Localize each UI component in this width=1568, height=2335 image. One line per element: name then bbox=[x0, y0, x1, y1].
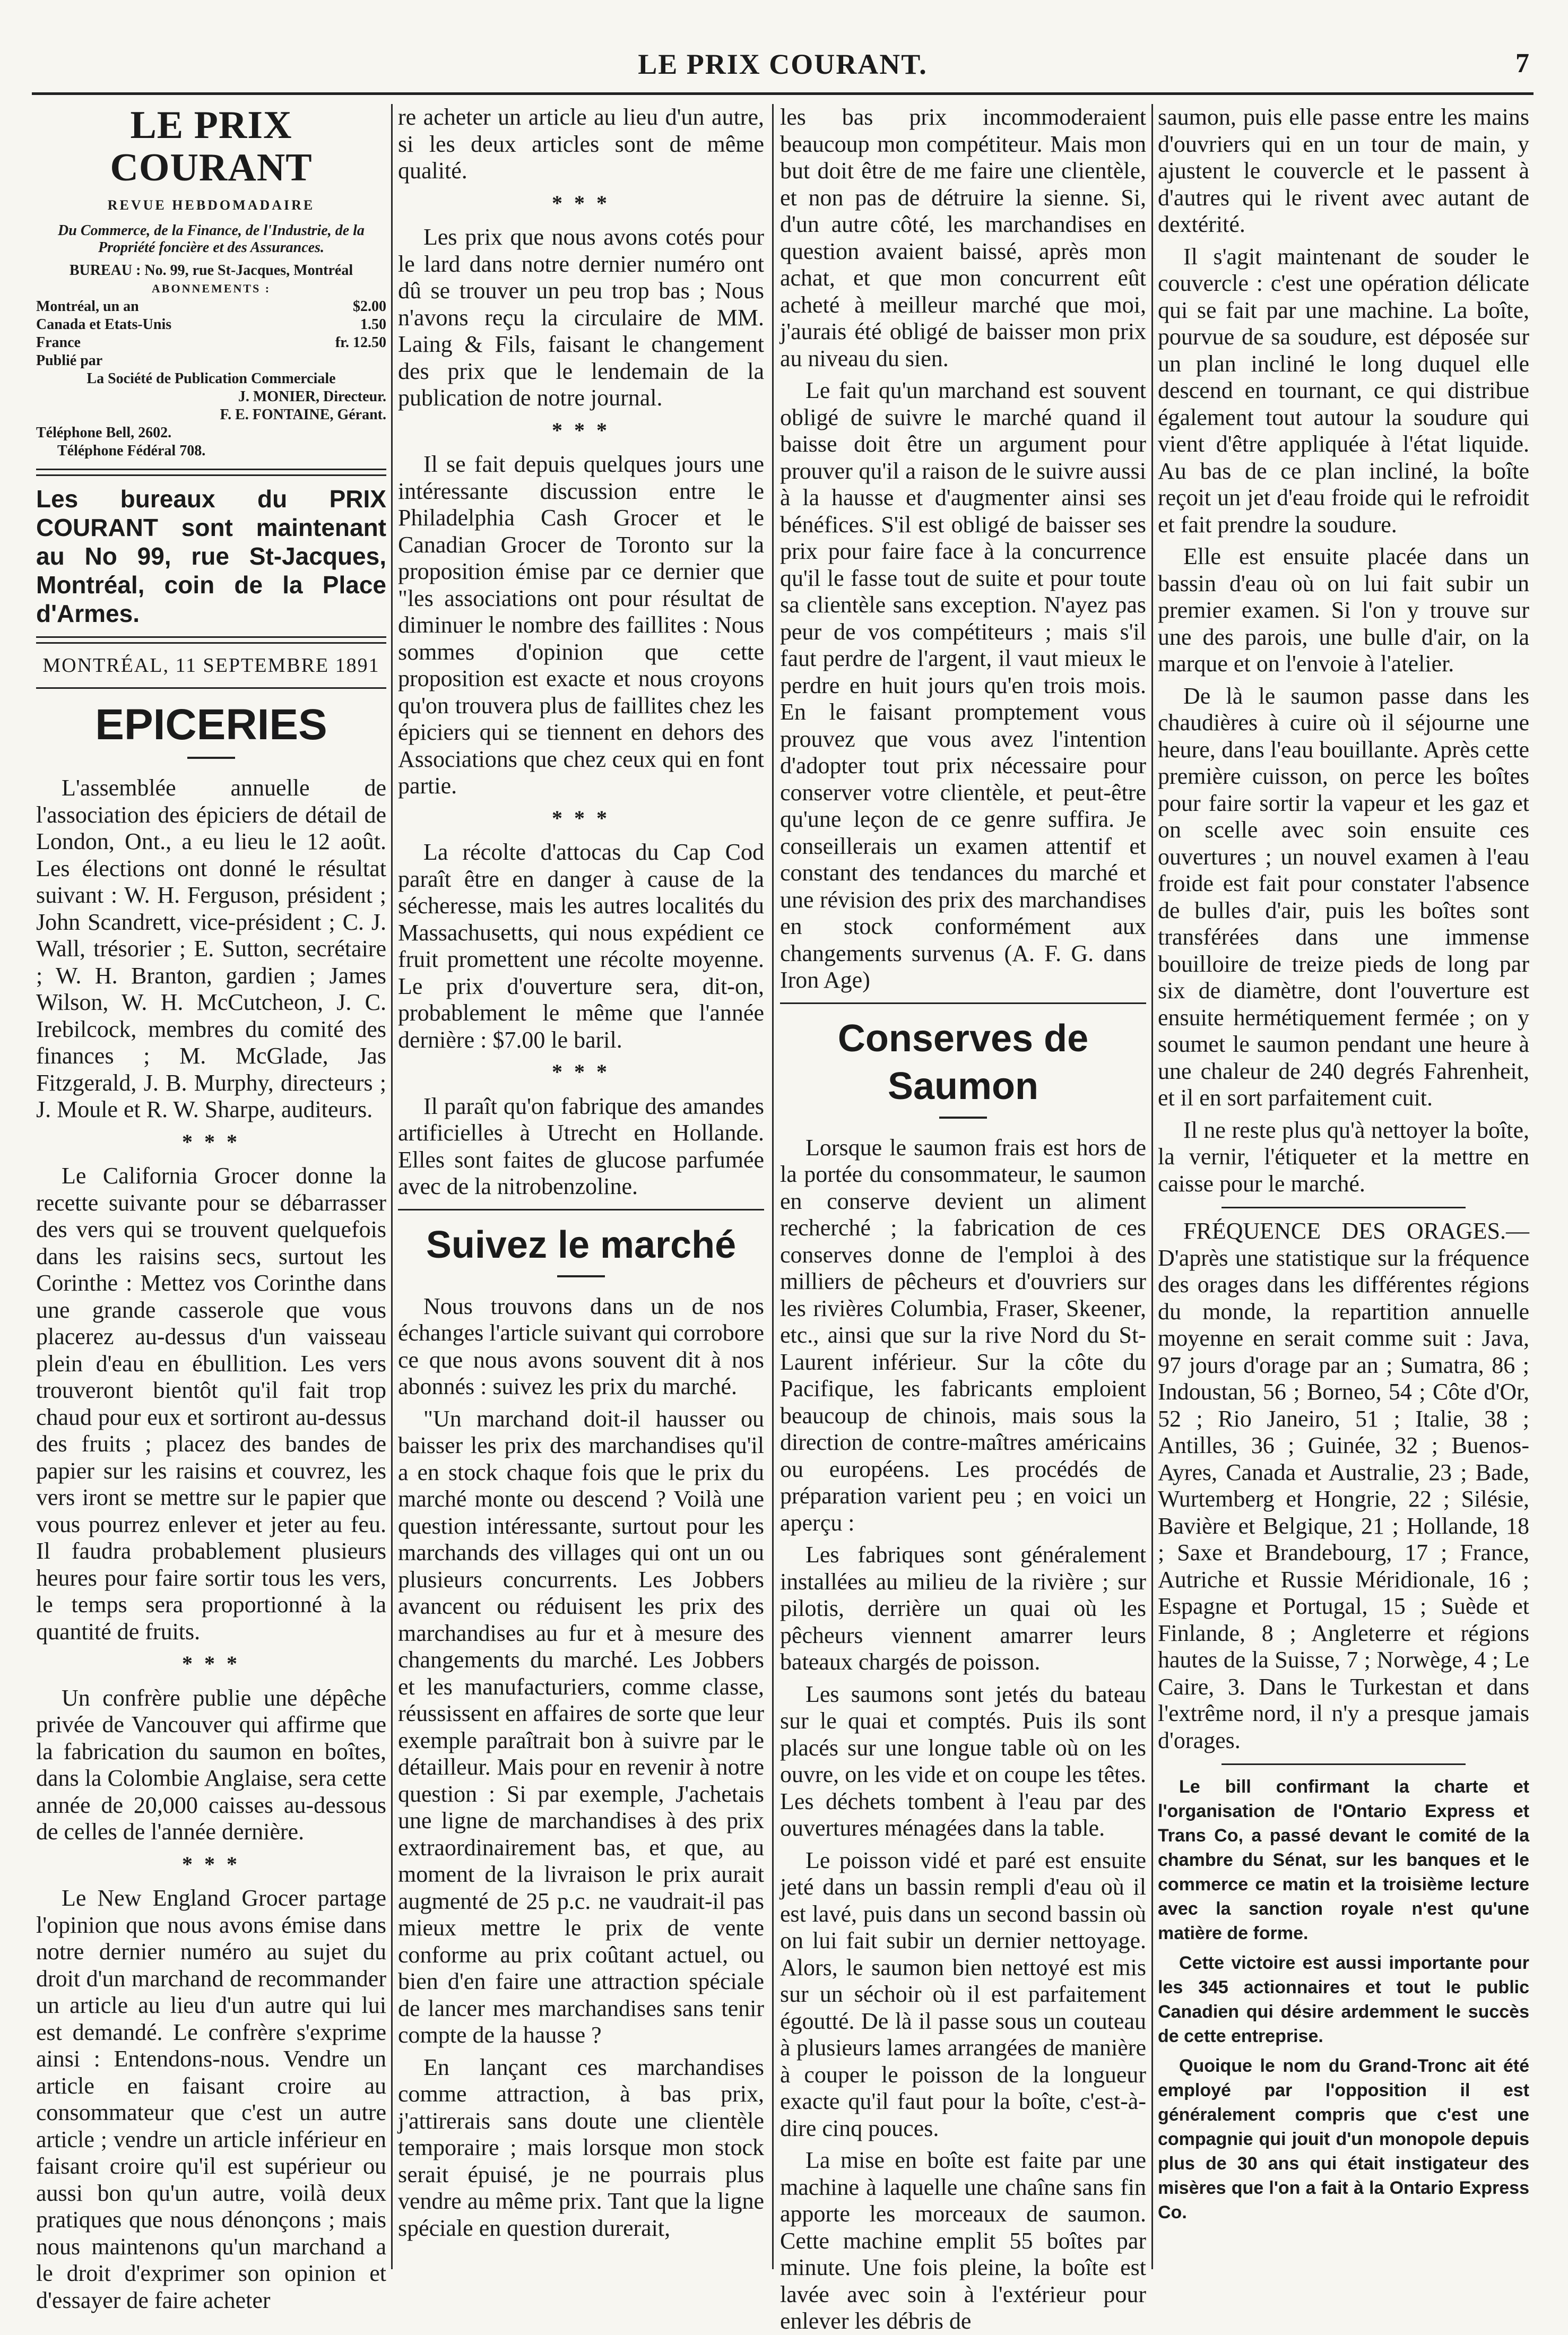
masthead-name: LE PRIX COURANT bbox=[110, 103, 313, 189]
title-dash bbox=[187, 757, 235, 759]
publisher: La Société de Publication Commerciale bbox=[86, 370, 336, 387]
paragraph: Il se fait depuis quelques jours une intéressante discussion entre le Philadelphia Cash Grocer et le Canadian Grocer de Toronto sur la proposition émise par ce dernier que "les associations ont pour résultat de diminuer le nombre des faillites : Nous sommes d'opinion que cette proposition est exacte et nous croyons qu'on trouvera plus de faillites chez les épiciers qui se tiennent en dehors des Associations que chez ceux qui en font partie. bbox=[398, 451, 764, 799]
masthead-office: BUREAU : No. 99, rue St-Jacques, Montréal bbox=[69, 262, 353, 279]
paragraph: Cette victoire est aussi importante pour les 345 actionnaires et tout le public Canadien qui désire ardemment le succès de cette entreprise. bbox=[1158, 1953, 1529, 2046]
paragraph: Le California Grocer donne la recette suivante pour se débarrasser des vers qui se trouvent quelquefois dans les raisins secs, surtout les Corinthe : Mettez vos Corinthe dans une grande casserole que vous placerez au-dessus d'un vaisseau plein d'eau en ébullition. Les vers trouveront bientôt qu'il fait trop chaud pour eux et sortiront au-dessus des fruits ; placez des bandes de papier sur les raisins et couvrez, les vers iront se mettre sur le papier que vous pourrez enlever et jeter au feu. Il faudra probablement plusieurs heures pour faire sortir tous les vers, le temps sera proportionné à la quantité de fruits. bbox=[36, 1163, 386, 1645]
paragraph: "Un marchand doit-il hausser ou baisser les prix des marchandises qu'il a en stock chaque fois que le prix du marché monte ou descend ? Voilà une question intéressante, surtout pour les marchands des villages qui ont un ou plusieurs concurrents. Les Jobbers avancent ou réduisent les prix des marchandises au fur et à mesure des changements du marché. Les Jobbers et les manufacturiers, comme classe, réussissent en affaires de sorte que leur exemple paraîtrait bon à suivre par le détailleur. Mais pour en revenir à notre question : Si par exemple, J'achetais une ligne de marchandises à des prix extraordinairement bas, et que, au moment de la livraison le prix aurait augmenté de 25 p.c. ne vaudrait-il pas mieux mettre le prix de vente conforme au prix coûtant actuel, ou bien d'en faire une attraction spéciale de lancer mes marchandises sans tenir compte de la hausse ? bbox=[398, 1405, 764, 2048]
section-stars: * * * bbox=[182, 1651, 240, 1675]
paragraph: Le New England Grocer partage l'opinion que nous avons émise dans notre dernier numéro au sujet du droit d'un marchand de recommander un article au lieu d'un autre qui lui est demandé. Le confrère s'exprime ainsi : Entendons-nous. Vendre un article en faisant croire au consommateur que c'est un autre article ; vendre un article inférieur en faisant croire qu'il est supérieur ou aussi bon qu'un autre, voilà deux pratiques que nous dénonçons ; mais nous maintenons qu'un marchand a le droit d'exprimer son opinion et d'essayer de faire acheter bbox=[36, 1885, 386, 2313]
page-header bbox=[32, 45, 1534, 95]
section-title-suivez-le-marche: Suivez le marché bbox=[426, 1223, 737, 1266]
published-by-label: Publié par bbox=[36, 352, 103, 369]
paragraph: saumon, puis elle passe entre les mains d'ouvriers qui en un tour de main, y ajustent le couvercle et le passent à d'autres qui le rivent avec autant de dextérité. bbox=[1158, 104, 1529, 237]
phone-bell: Téléphone Bell, 2602. bbox=[36, 424, 172, 441]
paragraph: Les prix que nous avons cotés pour le lard dans notre dernier numéro ont dû se trouver un peu trop bas ; Nous n'avons reçu la circulaire de MM. Laing & Fils, faisant le changement des prix que le lendemain de la publication de notre journal. bbox=[398, 224, 764, 411]
paragraph: La mise en boîte est faite par une machine à laquelle une chaîne sans fin apporte les morceaux de saumon. Cette machine emplit 55 boîtes par minute. Une fois pleine, la boîte est lavée avec soin à l'extérieur pour enlever les débris de bbox=[780, 2147, 1146, 2334]
paragraph: les bas prix incommoderaient beaucoup mon compétiteur. Mais mon but doit être de me faire une clientèle, et non pas de détruire la sienne. Si, d'un autre côté, les marchandises en question avaient baissé, après mon achat, et que mon concurrent eût acheté à meilleur marché que moi, j'aurais été obligé de baisser mon prix au niveau du sien. bbox=[780, 104, 1146, 371]
dateline: MONTRÉAL, 11 SEPTEMBRE 1891 bbox=[42, 654, 380, 677]
section-stars: * * * bbox=[552, 191, 610, 215]
orages-text: —D'après une statistique sur la fréquence des orages dans les différentes régions du monde, la repartition annuelle moyenne en serait comme suit : Java, 97 jours d'orage par an ; Sumatra, 86 ; Indoustan, 56 ; Borneo, 54 ; Côte d'Or, 52 ; Rio Janeiro, 51 ; Italie, 38 ; Antilles, 36 ; Guinée, 32 ; Buenos-Ayres, Canada et Australie, 23 ; Bade, Wurtemberg et Hongrie, 22 ; Silésie, Bavière et Belgique, 21 ; Hollande, 18 ; Saxe et Brandebourg, 17 ; France, Autriche et Russie Méridionale, 16 ; Espagne et Portugal, 15 ; Suède et Finlande, 8 ; Angleterre et régions hautes de la Suisse, 7 ; Norwège, 4 ; Le Caire, 3. Dans le Turkestan et dans l'extrême nord, il n'y a presque jamais d'orages. bbox=[1158, 1218, 1529, 1753]
price-row: France fr. 12.50 bbox=[36, 334, 386, 351]
paragraph: En lançant ces marchandises comme attraction, à bas prix, j'attirerais sans doute une clientèle temporaire ; mais lorsque mon stock serait épuisé, je ne pourrais plus vendre au même prix. Tant que la ligne spéciale en question durerait, bbox=[398, 2054, 764, 2241]
divider bbox=[780, 1002, 1146, 1004]
paragraph: Il s'agit maintenant de souder le couvercle : c'est une opération délicate qui se fait par une machine. La boîte, pourvue de sa soudure, est déposée sur un plan incliné le long duquel elle descend en tournant, ce qui distribue également tout autour la soudure qui vient d'être appliquée à l'état liquide. Au bas de ce plan incliné, la boîte reçoit un jet d'eau froide qui le refroidit et fait prendre la soudure. bbox=[1158, 243, 1529, 538]
divider bbox=[398, 1209, 764, 1210]
paragraph: Il ne reste plus qu'à nettoyer la boîte, la vernir, l'étiqueter et la mettre en caisse pour le marché. bbox=[1158, 1117, 1529, 1197]
section-stars: * * * bbox=[182, 1852, 240, 1876]
paragraph: Le poisson vidé et paré est ensuite jeté dans un bassin rempli d'eau où il est lavé, puis dans un second bassin où on lui fait subir un dernier nettoyage. Alors, le saumon bien nettoyé est mis sur un séchoir où il est parfaitement égoutté. De là il passe sous un couteau à plusieurs lames arrangées de manière à couper le poisson de la longueur exacte qu'il faut pour la boîte, c'est-à-dire cinq pouces. bbox=[780, 1847, 1146, 2141]
paragraph: Lorsque le saumon frais est hors de la portée du consommateur, le saumon en conserve devient un aliment recherché ; la fabrication de ces conserves donne de l'emploi à des milliers de pêcheurs et d'ouvriers sur les rivières Columbia, Fraser, Skeener, etc., ainsi que sur la rive Nord du St-Laurent inférieur. Sur la côte du Pacifique, les fabricants emploient beaucoup de chinois, mais sous la direction de contre-maîtres américains ou européens. Les procédés de préparation varient peu ; en voici un aperçu : bbox=[780, 1134, 1146, 1536]
paragraph: La récolte d'attocas du Cap Cod paraît être en danger à cause de la sécheresse, mais les autres localités du Massachusetts, qui nous expédient ce fruit promettent une récolte moyenne. Le prix d'ouverture sera, dit-on, probablement le même que l'année dernière : $7.00 le baril. bbox=[398, 839, 764, 1053]
paragraph: Nous trouvons dans un de nos échanges l'article suivant qui corrobore ce que nous avons souvent dit à nos abonnés : suivez les prix du marché. bbox=[398, 1293, 764, 1399]
director: J. MONIER, Directeur. bbox=[238, 388, 386, 405]
masthead-tagline: Du Commerce, de la Finance, de l'Industrie, de la Propriété foncière et des Assurances. bbox=[58, 222, 365, 256]
section-stars: * * * bbox=[182, 1129, 240, 1154]
paragraph: Un confrère publie une dépêche privée de Vancouver qui affirme que la fabrication du saumon en boîtes, dans la Colombie Anglaise, sera cette année de 20,000 caisses au-dessous de celles de l'année dernière. bbox=[36, 1684, 386, 1845]
column-3 bbox=[780, 104, 1146, 2334]
phone-federal: Téléphone Fédéral 708. bbox=[57, 442, 206, 459]
divider bbox=[36, 469, 386, 476]
subscriptions-label: ABONNEMENTS : bbox=[151, 281, 271, 295]
column-rule bbox=[391, 104, 393, 2269]
divider bbox=[36, 636, 386, 644]
section-stars: * * * bbox=[552, 1060, 610, 1084]
paragraph-orages bbox=[1158, 1218, 1529, 1754]
office-notice: Les bureaux du PRIX COURANT sont maintenant au No 99, rue St-Jacques, Montréal, coin de la Place d'Armes. bbox=[36, 485, 386, 627]
column-2 bbox=[398, 104, 764, 2269]
title-dash bbox=[557, 1275, 605, 1277]
price-row: Montréal, un an $2.00 bbox=[36, 298, 386, 315]
paragraph: Le bill confirmant la charte et l'organisation de l'Ontario Express et Trans Co, a passé devant le comité de la chambre du Sénat, sur les banques et le commerce ce matin et la troisième lecture avec la sanction royale n'est qu'une matière de forme. bbox=[1158, 1777, 1529, 1943]
page-number: 7 bbox=[1515, 48, 1529, 79]
section-title-epiceries: EPICERIES bbox=[95, 700, 327, 749]
column-4 bbox=[1158, 104, 1529, 2269]
section-stars: * * * bbox=[552, 806, 610, 830]
paragraph: De là le saumon passe dans les chaudières à cuire où il séjourne une heure, dans l'eau bouillante. Après cette première cuisson, on perce les boîtes pour faire sortir la vapeur et les gaz et on scelle avec soin ensuite ces ouvertures ; un nouvel examen à l'eau froide est fait pour constater l'absence de bulles d'air, puis les boîtes sont transférées dans une immense bouilloire de treize pieds de long par six de diamètre, dont l'ouverture est ensuite hermétiquement fermée ; on y soumet le saumon pendant une heure à une chaleur de 240 degrés Fahrenheit, et il en sort parfaitement cuit. bbox=[1158, 682, 1529, 1111]
divider bbox=[1222, 1207, 1466, 1208]
paragraph: Quoique le nom du Grand-Tronc ait été employé par l'opposition il est généralement compris que c'est une compagnie qui jouit d'un monopole depuis plus de 30 ans qui était instigateur des misères que l'on a fait à la Ontario Express Co. bbox=[1158, 2056, 1529, 2222]
masthead-subtitle: REVUE HEBDOMADAIRE bbox=[107, 197, 315, 213]
divider bbox=[36, 687, 386, 689]
divider bbox=[1222, 1763, 1466, 1765]
column-rule bbox=[1151, 104, 1153, 2269]
orages-lead: FRÉQUENCE DES ORAGES. bbox=[1183, 1218, 1506, 1244]
paragraph: Les fabriques sont généralement installées au milieu de la rivière ; sur pilotis, derrière un quai où les pêcheurs viennent amarrer leurs bateaux chargés de poisson. bbox=[780, 1542, 1146, 1675]
manager: F. E. FONTAINE, Gérant. bbox=[220, 406, 386, 423]
column-1 bbox=[36, 103, 386, 2313]
running-title: LE PRIX COURANT. bbox=[638, 48, 928, 80]
price-row: Canada et Etats-Unis 1.50 bbox=[36, 316, 386, 333]
paragraph: re acheter un article au lieu d'un autre, si les deux articles sont de même qualité. bbox=[398, 104, 764, 184]
paragraph: Le fait qu'un marchand est souvent obligé de suivre le marché quand il baisse doit être un argument pour prouver qu'il a raison de le suivre aussi à la hausse et d'augmenter ainsi ses bénéfices. S'il est obligé de baisser ses prix pour faire face à la concurrence qu'il le fasse tout de suite et pour toute sa clientèle sans exception. N'ayez pas peur de vos compétiteurs ; mais s'il faut perdre de l'argent, il vaut mieux le perdre en huit jours qu'en trois mois. En le faisant promptement vous prouvez que vous avez l'intention d'adopter tout prix nécessaire pour conserver votre clientèle, et peut-être qu'une leçon de ce genre suffira. Je conseillerais un examen attentif et constant des tendances du marché et une révision des prix des marchandises en stock conformément aux changements survenus (A. F. G. dans Iron Age) bbox=[780, 377, 1146, 993]
paragraph: Elle est ensuite placée dans un bassin d'eau où on lui fait subir un premier examen. Si l'on y trouve sur une des parois, une bulle d'air, on la marque et on l'envoie à l'atelier. bbox=[1158, 543, 1529, 677]
paragraph: Il paraît qu'on fabrique des amandes artificielles à Utrecht en Hollande. Elles sont faites de glucose parfumée avec de la nitrobenzoline. bbox=[398, 1093, 764, 1199]
paragraph: Les saumons sont jetés du bateau sur le quai et comptés. Puis ils sont placés sur une longue table où on les ouvre, on les vide et on coupe les têtes. Les déchets tombent à l'eau par des ouvertures ménagées dans la table. bbox=[780, 1681, 1146, 1841]
title-dash bbox=[939, 1117, 987, 1119]
section-title-conserves-de-saumon: Conserves de Saumon bbox=[837, 1017, 1089, 1108]
column-rule bbox=[772, 104, 774, 2269]
paragraph: L'assemblée annuelle de l'association des épiciers de détail de London, Ont., a eu lieu le 12 août. Les élections ont donné le résultat suivant : W. H. Ferguson, président ; John Scandrett, vice-président ; C. J. Wall, trésorier ; E. Sutton, secrétaire ; W. H. Branton, gardien ; James Wilson, W. H. McCutcheon, J. C. Irebilcock, membres du comité des finances ; M. McGlade, Jas Fitzgerald, J. B. Murphy, directeurs ; J. Moule et R. W. Sharpe, auditeurs. bbox=[36, 775, 386, 1122]
section-stars: * * * bbox=[552, 418, 610, 442]
